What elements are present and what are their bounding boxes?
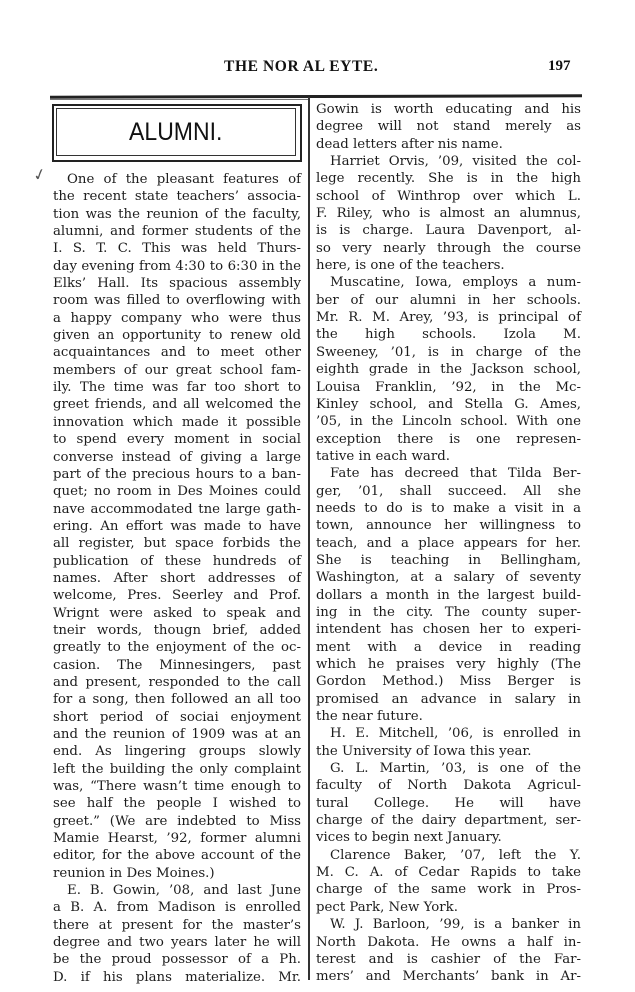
text-line: greet.” (We are indebted to Miss [53,813,301,829]
text-line: vices to begin next January. [316,830,502,846]
text-line: eighth grade in the Jackson school, [316,362,581,378]
text-line: One of the pleasant features of [67,172,301,187]
text-line: which he praises very highly (The [316,657,581,672]
text-line: day evening from 4:30 to 6:30 in the [53,258,301,274]
text-line: intendent has chosen her to experi- [316,622,581,638]
text-line: part of the precious hours to a ban- [53,466,301,482]
text-line: Muscatine, Iowa, employs a num- [330,275,581,291]
right-column [316,101,581,986]
text-line: tneir words, thougn brief, added [53,622,301,638]
top-rule-thin [50,99,308,100]
text-line: the high schools. Izola M. [316,327,581,343]
text-line: mers’ and Merchants’ bank in Ar- [316,969,581,985]
text-line: E. B. Gowin, ’08, and last June [67,883,301,899]
text-line: greet friends, and all welcomed the [53,397,301,413]
text-line: greatly to the enjoyment of the oc- [53,640,301,656]
text-line: pect Park, New York. [316,899,458,915]
text-line: a happy company who were thus [53,310,301,326]
text-line: be the proud possessor of a Ph. [53,952,301,968]
text-line: W. J. Barloon, ’99, is a banker in [330,917,581,933]
text-line: dead letters after nis name. [316,136,503,152]
text-line: North Dakota. He owns a half in- [316,934,581,950]
text-line: H. E. Mitchell, ’06, is enrolled in [330,726,581,742]
text-line: publication of these hundreds of [53,553,301,569]
section-title: ALUMNI. [129,117,223,146]
text-line: Fate has decreed that Tilda Ber- [330,466,581,482]
text-line: lege recently. She is in the high [316,171,581,187]
text-line: innovation which made it possible [53,414,301,430]
text-line: and the reunion of 1909 was at an [53,727,301,742]
text-line: ment with a device in reading [316,639,581,655]
text-line: faculty of North Dakota Agricul- [316,778,581,794]
page-number: 197 [548,58,571,74]
text-line: editor, for the above account of the [53,848,301,864]
text-line: Elks’ Hall. Its spacious assembly [53,276,301,292]
text-line: and present, responded to the call [53,674,301,690]
text-line: members of our great school fam- [53,362,301,378]
text-line: promised an advance in salary in [316,691,581,707]
text-line: end. As lingering groups slowly [53,744,301,760]
text-line: Wrignt were asked to speak and [53,605,301,621]
text-line: left the building the only complaint [53,761,301,777]
text-line: tative in each ward. [316,448,450,464]
text-line: short period of sociai enjoyment [53,709,301,725]
text-line: a B. A. from Madison is enrolled [53,900,301,916]
text-line: G. L. Martin, ’03, is one of the [330,761,581,777]
text-line: acquaintances and to meet other [53,345,301,361]
text-line: is is charge. Laura Davenport, al- [316,223,581,239]
text-line: She is teaching in Bellingham, [316,552,581,568]
text-line: Clarence Baker, ’07, left the Y. [330,847,581,863]
text-line: was, “There wasn’t time enough to [53,779,301,795]
text-line: Gowin is worth educating and his [316,102,581,117]
text-line: casion. The Minnesingers, past [53,657,301,673]
text-line: F. Riley, who is almost an alumnus, [316,206,581,222]
text-line: given an opportunity to renew old [53,328,301,344]
text-line: ering. An effort was made to have [53,518,301,534]
text-line: degree will not stand merely as [316,119,581,135]
text-line: D. if his plans materialize. Mr. [53,969,301,985]
text-line: school of Winthrop over which L. [316,188,581,204]
text-line: ily. The time was far too short to [53,380,301,396]
text-line: exception there is one represen- [316,431,581,447]
text-line: ger, ’01, shall succeed. All she [316,483,581,499]
text-line: reunion in Des Moines.) [53,865,215,881]
text-line: here, is one of the teachers. [316,258,505,274]
text-line: Harriet Orvis, ’09, visited the col- [330,154,581,170]
text-line: see half the people I wished to [53,796,301,812]
text-line: quet; no room in Des Moines could [53,484,301,500]
text-line: ing in the city. The county super- [316,604,581,620]
text-line: needs to do is to make a visit in a [316,500,581,516]
text-line: charge of the same work in Pros- [316,882,581,898]
text-line: there at present for the master’s [53,917,301,933]
text-line: the recent state teachers’ associa- [53,189,301,205]
text-line: so very nearly through the course [316,240,581,256]
text-line: Kinley school, and Stella G. Ames, [316,396,581,412]
text-line: degree and two years later he will [53,935,301,951]
text-line: to spend every moment in social [53,432,301,448]
text-line: room was filled to overflowing with [53,293,301,309]
text-line: town, announce her willingness to [316,518,581,534]
text-line: for a song, then followed an all too [53,692,301,708]
left-column [53,171,301,986]
text-line: terest and is cashier of the Far- [316,951,581,967]
text-line: ’05, in the Lincoln school. With one [316,414,581,430]
text-line: converse instead of giving a large [53,449,301,465]
text-line: Louisa Franklin, ’92, in the Mc- [316,379,581,395]
text-line: Mamie Hearst, ’92, former alumni [53,831,301,847]
text-line: tural College. He will have [316,795,581,811]
margin-check-mark-icon: ✓ [30,163,49,186]
text-line: charge of the dairy department, ser- [316,813,581,829]
text-line: teach, and a place appears for her. [316,535,581,551]
text-line: all register, but space forbids the [53,536,301,552]
text-line: dollars a month in the largest build- [316,587,581,603]
text-line: ber of our alumni in her schools. [316,292,581,308]
text-line: nave accommodated tne large gath- [53,501,301,517]
text-line: alumni, and former students of the [53,224,301,240]
section-title-frame [56,108,296,156]
column-divider [308,97,310,980]
text-line: I. S. T. C. This was held Thurs- [53,241,301,257]
text-line: tion was the reunion of the faculty, [53,206,301,222]
text-line: the University of Iowa this year. [316,743,532,759]
text-line: Sweeney, ’01, is in charge of the [316,344,581,360]
text-line: Mr. R. M. Arey, ’93, is principal of [316,310,581,326]
text-line: Gordon Method.) Miss Berger is [316,674,581,690]
text-line: M. C. A. of Cedar Rapids to take [316,865,581,881]
text-line: the near future. [316,709,423,725]
section-title-box [52,104,302,162]
text-line: Washington, at a salary of seventy [316,570,581,586]
text-line: names. After short addresses of [53,570,301,586]
text-line: welcome, Pres. Seerley and Prof. [53,588,301,604]
running-title: THE NOR AL EYTE. [224,58,379,75]
running-head [0,58,635,78]
